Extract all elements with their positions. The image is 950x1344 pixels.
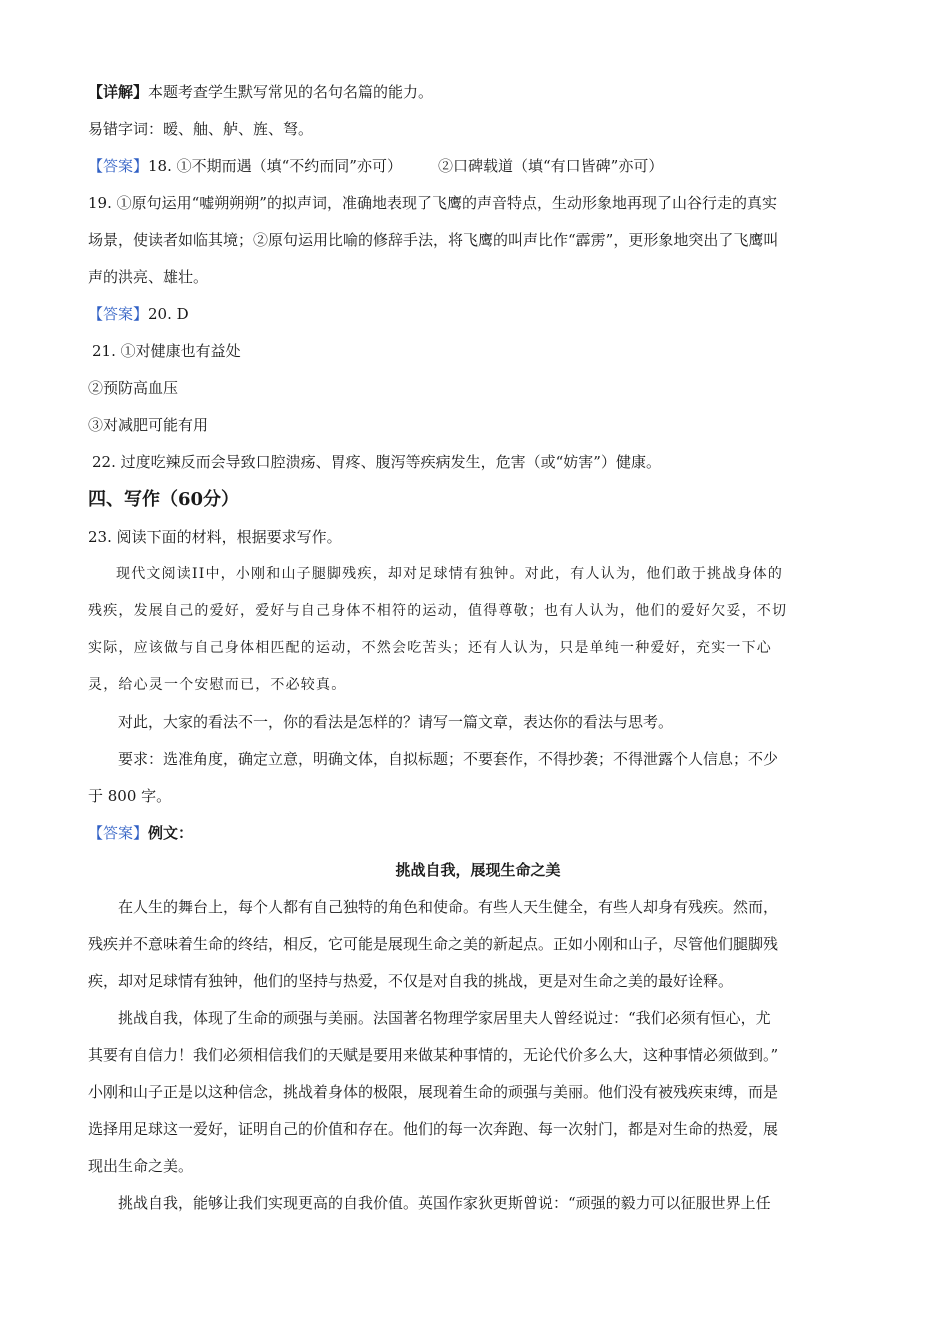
material-line-2: 残疾，发展自己的爱好，爱好与自己身体不相符的运动，值得尊敬；也有人认为，他们的爱好欠妥，不切 bbox=[88, 603, 788, 619]
essay-label: 例文： bbox=[148, 824, 194, 842]
essay-para2-line-2: 其要有自信力！我们必须相信我们的天赋是要用来做某种事情的，无论代价多么大，这种事情必须做到。” bbox=[88, 1046, 779, 1064]
question-23: 23. 阅读下面的材料，根据要求写作。 bbox=[88, 528, 342, 546]
detail-text: 本题考查学生默写常见的名句名篇的能力。 bbox=[148, 83, 434, 101]
essay-para2-line-3: 小刚和山子正是以这种信念，挑战着身体的极限，展现着生命的顽强与美丽。他们没有被残疾束缚，而是 bbox=[88, 1083, 779, 1101]
answer-22-line: 22. 过度吃辣反而会导致口腔溃疡、胃疼、腹泻等疾病发生，危害（或“妨害”）健康。 bbox=[92, 453, 661, 471]
detail-tag: 【详解】 bbox=[88, 83, 149, 101]
requirement-line-2: 于 800 字。 bbox=[88, 787, 172, 805]
material-line-3: 实际，应该做与自己身体相匹配的运动，不然会吃苦头；还有人认为，只是单纯一种爱好，充实一下心 bbox=[88, 640, 772, 656]
answer-tag: 【答案】 bbox=[88, 157, 149, 175]
essay-para2-line-4: 选择用足球这一爱好，证明自己的价值和存在。他们的每一次奔跑、每一次射门，都是对生命的热爱，展 bbox=[88, 1120, 779, 1138]
essay-answer-line bbox=[88, 815, 868, 852]
answer-19-line-2: 场景，使读者如临其境；②原句运用比喻的修辞手法，将飞鹰的叫声比作“霹雳”，更形象地突出了飞鹰叫 bbox=[88, 231, 779, 249]
essay-para1-line-2: 残疾并不意味着生命的终结，相反，它可能是展现生命之美的新起点。正如小刚和山子，尽管他们腿脚残 bbox=[88, 935, 779, 953]
essay-para1-line-1: 在人生的舞台上，每个人都有自己独特的角色和使命。有些人天生健全，有些人却身有残疾。然而， bbox=[118, 898, 779, 916]
answer-21-line-2: ②预防高血压 bbox=[88, 379, 179, 397]
error-words-line: 易错字词：暧、舳、舻、旌、弩。 bbox=[88, 120, 314, 138]
writing-section-heading: 四、写作（60分） bbox=[88, 489, 240, 510]
requirement-line-1: 要求：选准角度，确定立意，明确文体，自拟标题；不要套作，不得抄袭；不得泄露个人信息；不少 bbox=[118, 750, 779, 768]
answer-tag: 【答案】 bbox=[88, 305, 149, 323]
material-line-4: 灵，给心灵一个安慰而已，不必较真。 bbox=[88, 677, 347, 693]
answer-18-line bbox=[88, 148, 868, 185]
document-page bbox=[88, 74, 868, 1222]
answer-19-line-3: 声的洪亮、雄壮。 bbox=[88, 268, 209, 286]
answer-18-part1: 18. ①不期而遇（填“不约而同”亦可） bbox=[148, 157, 402, 175]
essay-para2-line-5: 现出生命之美。 bbox=[88, 1157, 194, 1175]
answer-18-part2: ②口碑载道（填“有口皆碑”亦可） bbox=[437, 157, 664, 175]
writing-prompt: 对此，大家的看法不一，你的看法是怎样的？请写一篇文章，表达你的看法与思考。 bbox=[118, 713, 674, 731]
material-line-1: 现代文阅读II中，小刚和山子腿脚残疾，却对足球情有独钟。对此，有人认为，他们敢于挑战身体的 bbox=[116, 566, 784, 582]
answer-20-line bbox=[88, 296, 868, 333]
answer-19-line-1: 19. ①原句运用“嘘朔朔朔”的拟声词，准确地表现了飞鹰的声音特点，生动形象地再现了山谷行走的真实 bbox=[88, 194, 777, 212]
answer-21-line-3: ③对减肥可能有用 bbox=[88, 416, 209, 434]
essay-para2-line-1: 挑战自我，体现了生命的顽强与美丽。法国著名物理学家居里夫人曾经说过：“我们必须有恒心，尤 bbox=[118, 1009, 771, 1027]
essay-para1-line-3: 疾，却对足球情有独钟，他们的坚持与热爱，不仅是对自我的挑战，更是对生命之美的最好诠释。 bbox=[88, 972, 734, 990]
essay-para3-line-1: 挑战自我，能够让我们实现更高的自我价值。英国作家狄更斯曾说：“顽强的毅力可以征服世界上任 bbox=[118, 1194, 771, 1212]
essay-title: 挑战自我，展现生命之美 bbox=[395, 861, 561, 879]
answer-tag: 【答案】 bbox=[88, 824, 149, 842]
detail-line bbox=[88, 74, 868, 111]
answer-21-line-1: 21. ①对健康也有益处 bbox=[92, 342, 241, 360]
answer-20-text: 20. D bbox=[148, 305, 189, 323]
